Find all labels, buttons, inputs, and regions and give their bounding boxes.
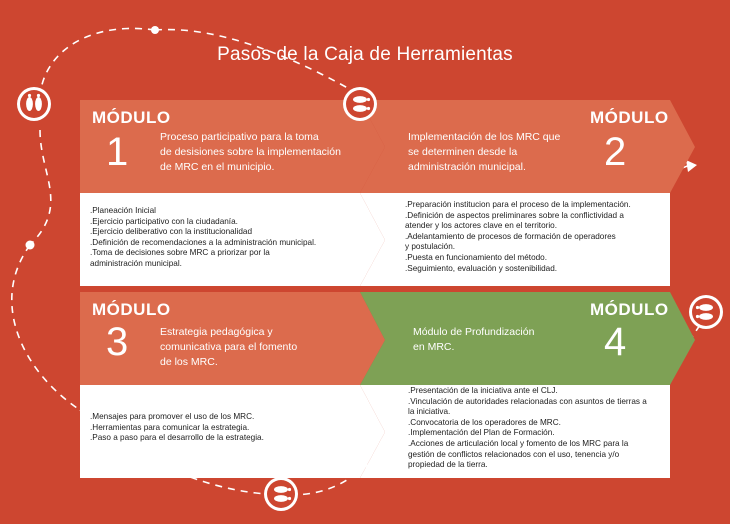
bullet-item: .Convocatoria de los operadores de MRC.	[408, 417, 561, 427]
description-line: de los MRC.	[160, 356, 218, 368]
bullet-item: y postulación.	[405, 242, 456, 252]
bullet-item: .Toma de decisiones sobre MRC a priorizar por la	[90, 248, 270, 258]
bullet-item: propiedad de la tierra.	[408, 460, 488, 470]
bullet-item: atender y los actores clave en el territorio.	[405, 221, 557, 231]
bullet-item: .Definición de recomendaciones a la administración municipal.	[90, 237, 317, 247]
footprints-icon	[343, 87, 377, 121]
footprints-icon	[17, 87, 51, 121]
module-2-description	[408, 130, 588, 175]
description-line: en MRC.	[413, 341, 455, 353]
description-line: administración municipal.	[408, 161, 526, 173]
page-title: Pasos de la Caja de Herramientas	[217, 44, 513, 65]
bullet-item: .Adelantamiento de procesos de formación de operadores	[405, 231, 616, 241]
footprints-icon	[689, 295, 723, 329]
footprints-icon	[264, 477, 298, 511]
module-4-label: MÓDULO	[590, 300, 669, 319]
module-2-number: 2	[604, 130, 627, 174]
module-3-label: MÓDULO	[92, 300, 171, 319]
description-line: se determinen desde la	[408, 146, 518, 158]
module-3-number: 3	[106, 320, 129, 364]
bullet-item: .Definición de aspectos preliminares sobre la conflictividad a	[405, 210, 624, 220]
bullet-item: .Ejercicio participativo con la ciudadanía.	[90, 216, 238, 226]
description-line: Estrategia pedagógica y	[160, 326, 273, 338]
module-4-number: 4	[604, 320, 627, 364]
module-3-description	[160, 325, 360, 370]
module-2-bullets	[405, 200, 675, 274]
description-line: Módulo de Profundización	[413, 326, 535, 338]
bullet-item: .Presentación de la iniciativa ante el CLJ.	[408, 386, 558, 395]
bullet-item: .Preparación institucion para el proceso de la implementación.	[405, 200, 631, 209]
module-4-bullets	[408, 386, 673, 471]
module-1-description	[160, 130, 370, 175]
bullet-item: .Mensajes para promover el uso de los MRC.	[90, 412, 255, 421]
description-line: Proceso participativo para la toma	[160, 131, 319, 143]
bullet-item: .Herramientas para comunicar la estrategia.	[90, 422, 250, 432]
bullet-item: .Acciones de articulación local y fomento de los MRC para la	[408, 438, 629, 448]
arrowhead	[686, 160, 697, 172]
bullet-item: .Vinculación de autoridades relacionadas con asuntos de tierras a	[408, 396, 647, 406]
module-4-description	[413, 325, 583, 355]
bullet-item: la iniciativa.	[408, 407, 451, 417]
bullet-item: .Ejercicio deliberativo con la institucionalidad	[90, 227, 253, 237]
module-1-bullets	[90, 206, 365, 270]
bullet-item: .Seguimiento, evaluación y sostenibilidad.	[405, 263, 558, 273]
bullet-item: administración municipal.	[90, 258, 182, 268]
module-3-bullets	[90, 412, 360, 444]
bullet-item: gestión de conflictos relacionados con el uso, tenencia y/o	[408, 449, 620, 459]
bullet-item: .Planeación Inicial	[90, 206, 156, 215]
description-line: Implementación de los MRC que	[408, 131, 561, 143]
path-dot	[26, 241, 35, 250]
bullet-item: .Puesta en funcionamiento del método.	[405, 252, 548, 262]
module-2-label: MÓDULO	[590, 108, 669, 127]
description-line: de desisiones sobre la implementación	[160, 146, 341, 158]
module-1-number: 1	[106, 130, 129, 174]
path-dot	[151, 26, 159, 34]
bullet-item: .Paso a paso para el desarrollo de la estrategia.	[90, 433, 264, 443]
bullet-item: .Implementación del Plan de Formación.	[408, 428, 555, 438]
description-line: de MRC en el municipio.	[160, 161, 275, 173]
description-line: comunicativa para el fomento	[160, 341, 298, 353]
module-1-label: MÓDULO	[92, 108, 171, 127]
